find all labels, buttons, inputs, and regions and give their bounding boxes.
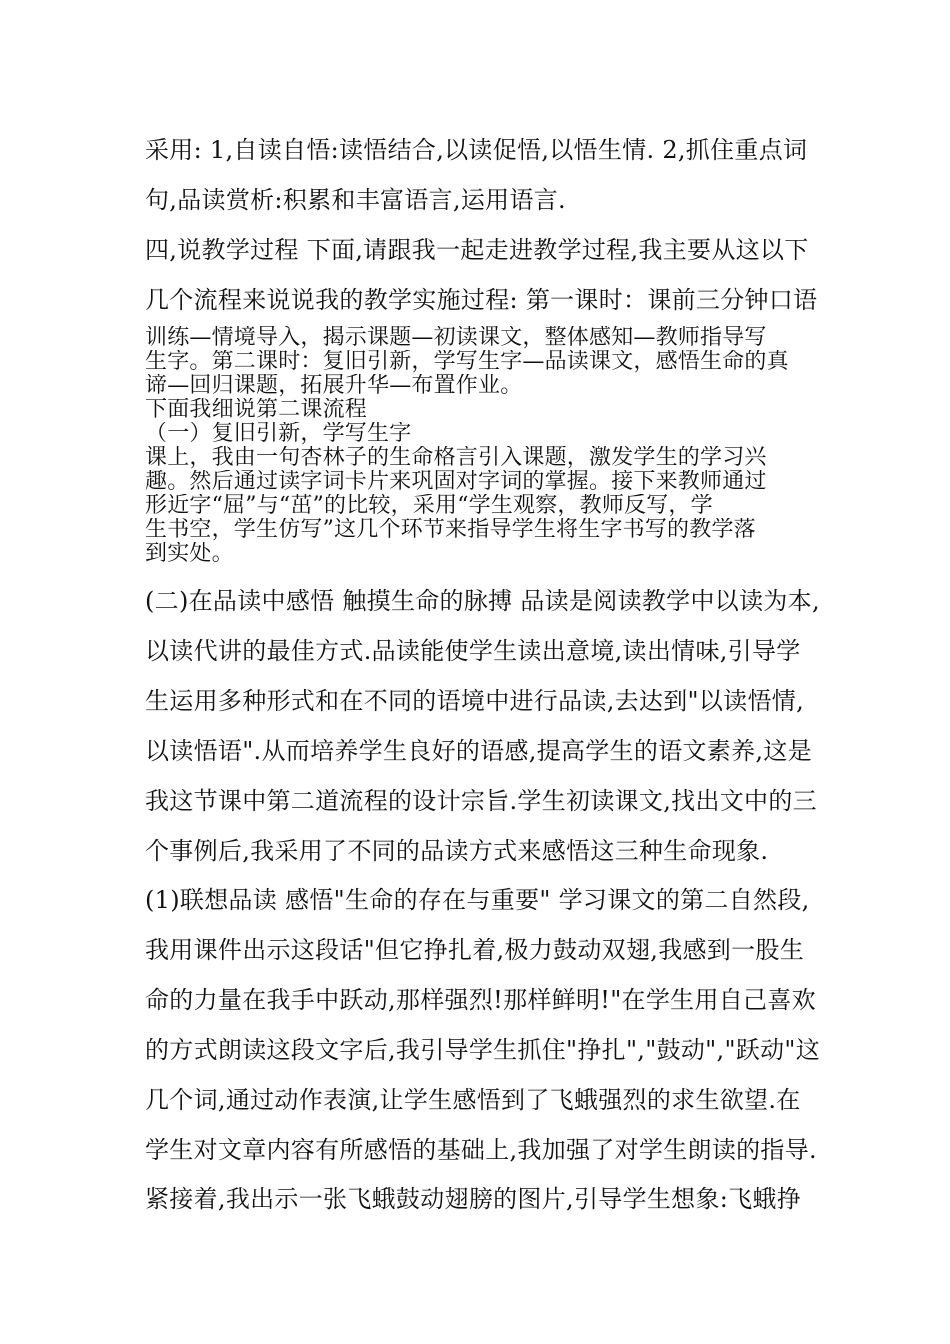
text-line: 紧接着,我出示一张飞蛾鼓动翅膀的图片,引导学生想象:飞蛾挣 xyxy=(145,1185,802,1213)
text-line: 几个流程来说说我的教学实施过程: 第一课时：课前三分钟口语 xyxy=(145,286,818,314)
text-line: 训练—情境导入，揭示课题—初读课文，整体感知—教师指导写 xyxy=(145,326,767,350)
text-line: 学生对文章内容有所感悟的基础上,我加强了对学生朗读的指导. xyxy=(145,1136,817,1164)
text-line: 我这节课中第二道流程的设计宗旨.学生初读课文,找出文中的三 xyxy=(145,787,817,815)
text-line: 以读悟语".从而培养学生良好的语感,提高学生的语文素养,这是 xyxy=(145,737,812,765)
text-line: 课上，我由一句杏林子的生命格言引入课题，激发学生的学习兴 xyxy=(145,446,767,470)
text-line: 命的力量在我手中跃动,那样强烈!那样鲜明!"在学生用自己喜欢 xyxy=(145,986,816,1014)
text-line: 下面我细说第二课流程 xyxy=(145,398,368,422)
text-line: 我用课件出示这段话"但它挣扎着,极力鼓动双翅,我感到一股生 xyxy=(145,936,804,964)
text-line: 句,品读赏析:积累和丰富语言,运用语言. xyxy=(145,186,566,214)
text-line: 形近字“屈”与“茁”的比较，采用“学生观察，教师反写，学 xyxy=(145,494,713,518)
text-line: 生运用多种形式和在不同的语境中进行品读,去达到"以读悟情, xyxy=(145,687,804,715)
text-line: (1)联想品读 感悟"生命的存在与重要" 学习课文的第二自然段, xyxy=(145,886,810,914)
text-line: 的方式朗读这段文字后,我引导学生抓住"挣扎","鼓动","跃动"这 xyxy=(145,1036,821,1064)
text-line: 生字。第二课时：复旧引新，学写生字—品读课文，感悟生命的真 xyxy=(145,350,789,374)
text-line: 生书空，学生仿写”这几个环节来指导学生将生字书写的教学落 xyxy=(145,518,756,542)
text-line: 以读代讲的最佳方式.品读能使学生读出意境,读出情味,引导学 xyxy=(145,637,801,665)
text-line: 到实处。 xyxy=(145,542,234,566)
text-line: 几个词,通过动作表演,让学生感悟到了飞蛾强烈的求生欲望.在 xyxy=(145,1086,801,1114)
section-heading: （一）复旧引新，学写生字 xyxy=(145,422,412,446)
text-line: 采用: 1,自读自悟:读悟结合,以读促悟,以悟生情. 2,抓住重点词 xyxy=(145,136,808,164)
text-line: 谛—回归课题，拓展升华—布置作业。 xyxy=(145,374,523,398)
text-line: 个事例后,我采用了不同的品读方式来感悟这三种生命现象. xyxy=(145,837,769,865)
text-line: 趣。然后通过读字词卡片来巩固对字词的掌握。接下来教师通过 xyxy=(145,470,767,494)
text-line: 四,说教学过程 下面,请跟我一起走进教学过程,我主要从这以下 xyxy=(145,236,809,264)
text-line: (二)在品读中感悟 触摸生命的脉搏 品读是阅读教学中以读为本, xyxy=(145,587,820,615)
